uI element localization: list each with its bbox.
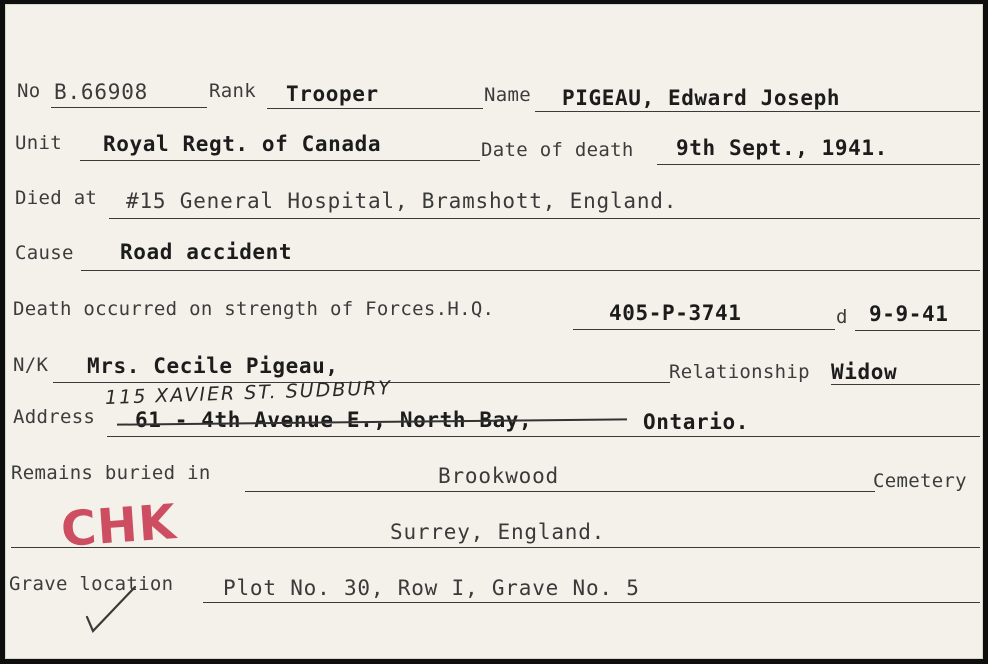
name-label: Name xyxy=(484,84,531,106)
unit-line xyxy=(80,160,480,161)
strength-label: Death occurred on strength of Forces.H.Q. xyxy=(13,298,495,320)
handwritten-address-correction: 115 XAVIER ST. SUDBURY xyxy=(104,376,393,410)
unit-value: Royal Regt. of Canada xyxy=(103,132,382,156)
cause-line xyxy=(81,270,980,271)
date-of-death-label: Date of death xyxy=(481,139,634,161)
strength-line xyxy=(573,329,835,330)
grave-location-label: Grave location xyxy=(9,573,174,595)
died-at-label: Died at xyxy=(15,187,98,209)
cemetery-location: Surrey, England. xyxy=(390,520,606,544)
address-struck-text: 61 - 4th Avenue E., North Bay, xyxy=(135,408,533,432)
died-at-line xyxy=(109,218,980,219)
strength-file-number: 405-P-3741 xyxy=(609,301,742,325)
address-province: Ontario. xyxy=(643,410,749,434)
date-of-death-line xyxy=(657,164,980,165)
next-of-kin-label: N/K xyxy=(13,354,49,376)
address-line xyxy=(107,436,980,437)
relationship-label: Relationship xyxy=(669,361,810,383)
strength-date-line xyxy=(855,330,980,331)
grave-location-value: Plot No. 30, Row I, Grave No. 5 xyxy=(223,576,640,600)
address-label: Address xyxy=(13,406,96,428)
check-mark-icon xyxy=(81,579,141,639)
cemetery-line xyxy=(245,491,875,492)
number-label: No xyxy=(17,80,41,102)
name-line xyxy=(535,111,980,112)
rank-line xyxy=(267,108,483,109)
cemetery-suffix: Cemetery xyxy=(873,470,967,492)
rank-label: Rank xyxy=(209,80,256,102)
rank-value: Trooper xyxy=(286,82,379,106)
cause-value: Road accident xyxy=(120,240,293,264)
cause-label: Cause xyxy=(15,242,74,264)
relationship-line xyxy=(831,384,980,385)
relationship-value: Widow xyxy=(831,360,898,384)
cemetery-location-line xyxy=(11,547,980,548)
death-record-card xyxy=(5,4,983,659)
service-number: B.66908 xyxy=(54,80,149,104)
next-of-kin-value: Mrs. Cecile Pigeau, xyxy=(87,354,339,378)
name-value: PIGEAU, Edward Joseph xyxy=(562,86,841,110)
grave-location-line xyxy=(203,602,980,603)
unit-label: Unit xyxy=(15,132,62,154)
cemetery-name: Brookwood xyxy=(438,464,559,488)
remains-label: Remains buried in xyxy=(11,462,211,484)
number-line xyxy=(51,107,207,108)
died-at-value: #15 General Hospital, Bramshott, England. xyxy=(126,189,678,213)
strength-date: 9-9-41 xyxy=(869,302,949,326)
strength-d-label: d xyxy=(836,306,848,328)
chk-stamp: CHK xyxy=(59,494,179,558)
date-of-death-value: 9th Sept., 1941. xyxy=(676,136,888,160)
